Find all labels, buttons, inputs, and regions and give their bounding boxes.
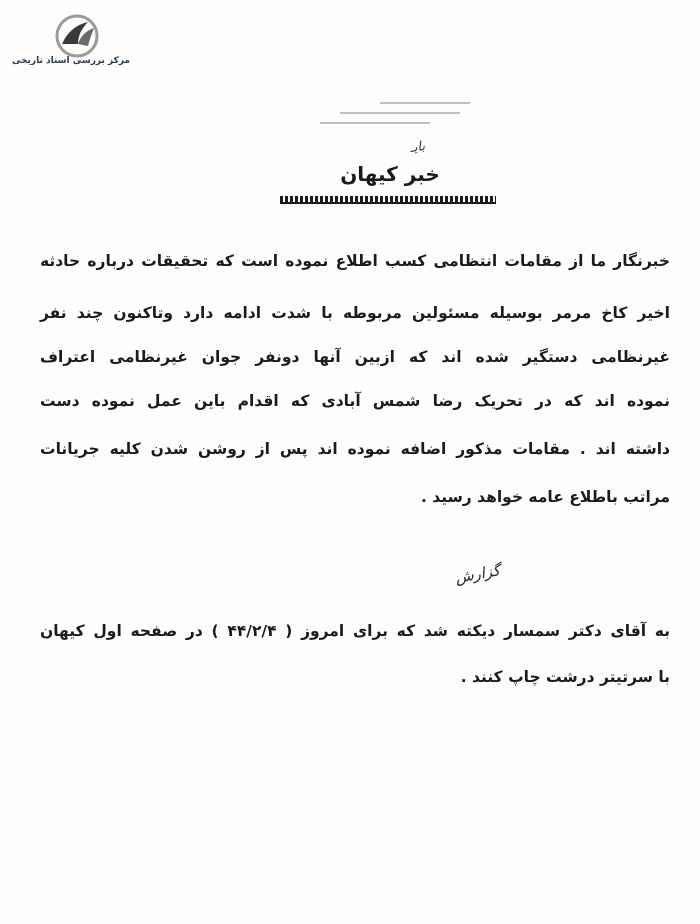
body-line-6: مراتب باطلاع عامه خواهد رسید .: [421, 488, 670, 506]
archive-logo: [11, 14, 130, 72]
faint-marks: [320, 100, 480, 130]
heading-annotation: بایـ: [409, 139, 426, 156]
body-line-5: داشته اند . مقامات مذکور اضافه نموده اند پس از روشن شدن کلیه جریانات: [40, 440, 670, 458]
body-line-1: خبرنگار ما از مقامات انتظامی کسب اطلاع نموده است که تحقیقات درباره حادثه: [40, 252, 670, 270]
title-underline-solid: [280, 202, 496, 204]
footer-line-2: با سرتیتر درشت چاپ کنند .: [460, 668, 670, 686]
body-line-2: اخیر کاخ مرمر بوسیله مسئولین مربوطه با شدت ادامه دارد وتاکنون چند نفر: [40, 304, 670, 322]
footer-annotation: گزارش: [453, 561, 502, 587]
footer-line-1: به آقای دکتر سمسار دیکته شد که برای امروز ( ۴۴/۲/۴ ) در صفحه اول کیهان: [40, 622, 670, 640]
body-line-4: نموده اند که در تحریک رضا شمس آبادی که اقدام باین عمل نموده دست: [40, 392, 670, 410]
archive-book-icon: [48, 14, 106, 58]
logo-text: مرکز بررسی اسناد تاریخی: [11, 56, 130, 66]
heading: [280, 140, 500, 210]
body-line-3: غیرنظامی دستگیر شده اند که ازبین آنها دونفر جوان غیرنظامی اعتراف: [40, 348, 670, 366]
page-title: خبر کیهان: [340, 162, 440, 186]
